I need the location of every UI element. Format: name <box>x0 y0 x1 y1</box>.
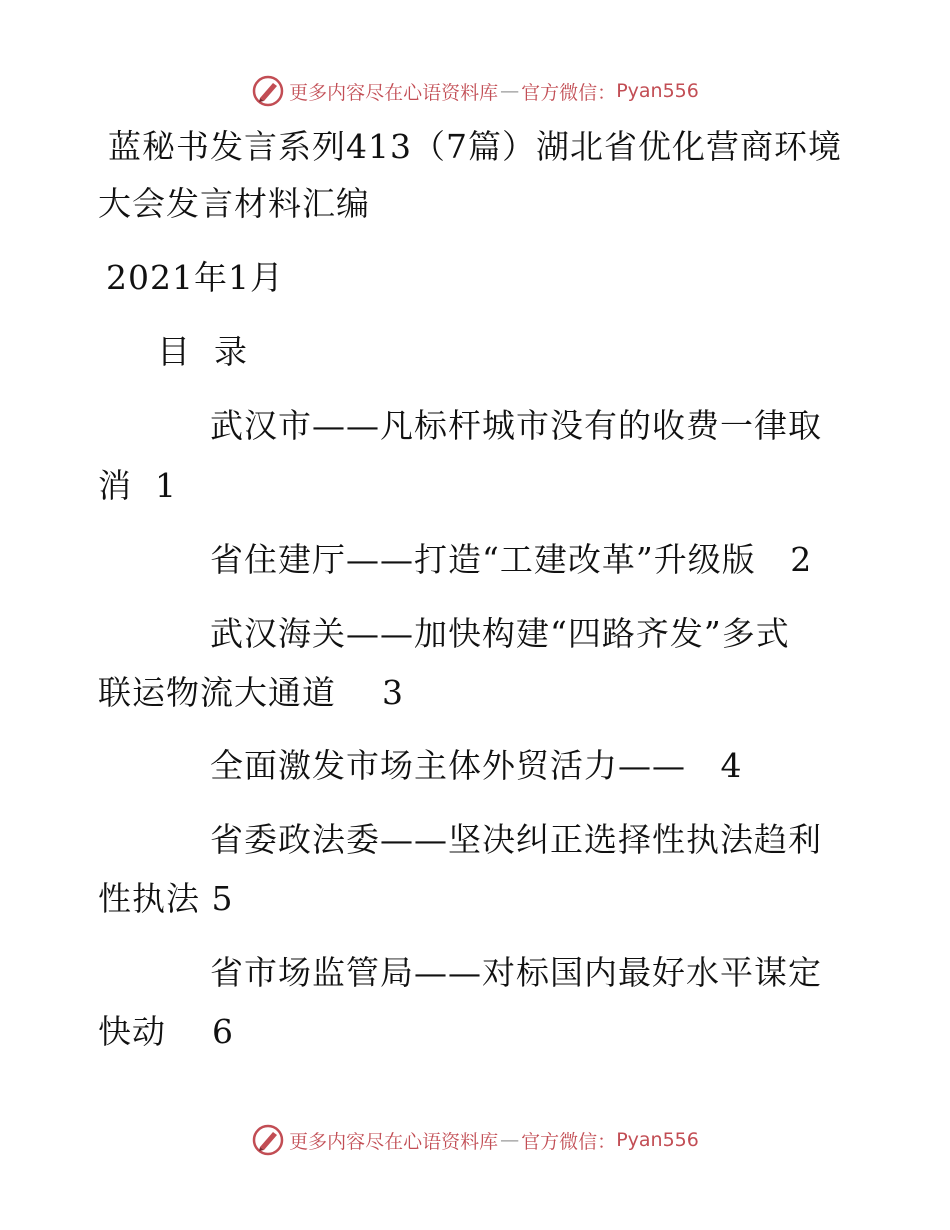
doc-date: 2021年1月 <box>106 258 284 297</box>
toc-heading: 目 录 <box>157 332 248 371</box>
toc-item-1-line2: 消 1 <box>98 466 177 505</box>
doc-title-line2: 大会发言材料汇编 <box>98 184 370 223</box>
watermark-footer <box>0 1120 950 1160</box>
toc-item-5-line1: 省委政法委——坚决纠正选择性执法趋利 <box>210 820 822 859</box>
watermark-dash: — <box>500 80 520 102</box>
watermark-header <box>0 71 950 111</box>
toc-item-3-line1: 武汉海关——加快构建“四路齐发”多式 <box>210 614 790 653</box>
toc-item-4: 全面激发市场主体外贸活力—— 4 <box>210 746 743 785</box>
watermark-official-label: 官方微信： <box>521 81 617 104</box>
watermark-main-text: 更多内容尽在心语资料库 <box>289 1130 499 1153</box>
toc-item-6-line2: 快动 6 <box>98 1012 234 1051</box>
toc-item-6-line1: 省市场监管局——对标国内最好水平谋定 <box>210 953 822 992</box>
pen-logo-icon <box>251 1123 285 1157</box>
watermark-official-label: 官方微信： <box>521 1130 617 1153</box>
doc-title-line1: 蓝秘书发言系列413（7篇）湖北省优化营商环境 <box>108 127 842 166</box>
watermark-wechat-id: Pyan556 <box>616 1129 699 1151</box>
pen-logo-icon <box>251 74 285 108</box>
toc-item-1-line1: 武汉市——凡标杆城市没有的收费一律取 <box>210 406 822 445</box>
toc-item-3-line2: 联运物流大通道 3 <box>98 673 404 712</box>
toc-item-5-line2: 性执法 5 <box>98 879 234 918</box>
toc-item-2: 省住建厅——打造“工建改革”升级版 2 <box>210 540 813 579</box>
watermark-dash: — <box>500 1129 520 1151</box>
watermark-main-text: 更多内容尽在心语资料库 <box>289 81 499 104</box>
watermark-wechat-id: Pyan556 <box>616 80 699 102</box>
